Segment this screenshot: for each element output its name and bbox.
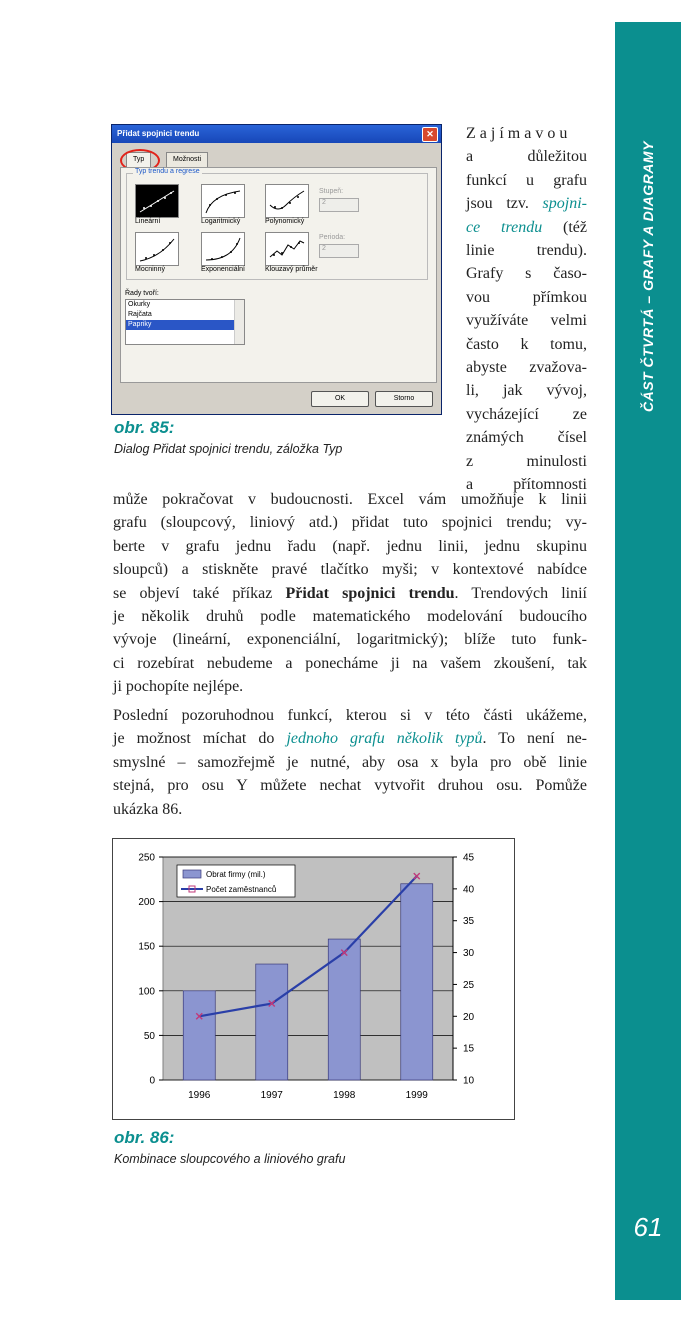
paragraph-1 bbox=[113, 488, 587, 699]
text-line: li, jak vývoj, bbox=[466, 382, 587, 400]
close-icon[interactable]: ✕ bbox=[422, 127, 438, 142]
x-tick-label: 1999 bbox=[405, 1090, 428, 1101]
cancel-button[interactable]: Storno bbox=[375, 391, 433, 407]
narrow-text-column bbox=[466, 122, 587, 497]
series-label: Řady tvoří: bbox=[125, 290, 159, 297]
chapter-sidebar bbox=[615, 22, 681, 1300]
text-line: berte v grafu jednu řadu (např. jednu linii, jednu skupinu bbox=[113, 537, 587, 555]
y-left-tick-label: 0 bbox=[149, 1075, 155, 1087]
bar bbox=[256, 964, 288, 1080]
list-item[interactable]: Rajčata bbox=[128, 311, 152, 318]
x-tick-label: 1998 bbox=[333, 1090, 356, 1101]
log-trend-icon bbox=[202, 185, 244, 217]
text-line: a přítomnosti bbox=[466, 476, 587, 494]
y-right-tick-label: 40 bbox=[463, 884, 475, 896]
polynomial-trend-icon bbox=[266, 185, 308, 217]
period-spinner[interactable] bbox=[319, 244, 359, 258]
text-line: může pokračovat v budoucnosti. Excel vám umožňuje k linii bbox=[113, 491, 587, 508]
type-label-moving-avg: Klouzavý průměr bbox=[265, 266, 318, 273]
text-line: stejná, pro osu Y můžete nechat vytvořit druhou osu. Pomůže bbox=[113, 777, 587, 795]
text-line: využíváte velmi bbox=[466, 312, 587, 330]
linear-trend-icon bbox=[136, 185, 178, 217]
type-label-exp: Exponenciální bbox=[201, 266, 245, 273]
text-line: Zajímavou bbox=[466, 125, 572, 142]
text-line: je možnost míchat do bbox=[113, 730, 287, 748]
combo-chart bbox=[112, 838, 515, 1120]
power-trend-icon bbox=[136, 233, 178, 265]
section-title: ČÁST ČTVRTÁ – GRAFY A DIAGRAMY bbox=[640, 141, 656, 412]
tab-typ[interactable]: Typ bbox=[126, 152, 151, 167]
legend-entry-bar: Obrat firmy (mil.) bbox=[206, 870, 266, 879]
x-tick-label: 1996 bbox=[188, 1090, 211, 1101]
type-label-poly: Polynomický bbox=[265, 218, 305, 225]
bar bbox=[183, 991, 215, 1080]
text-line: jsou tzv. bbox=[466, 195, 529, 213]
text-line: vycházející ze bbox=[466, 405, 587, 423]
text-line: abyste zvažova- bbox=[466, 359, 587, 377]
y-left-tick-label: 200 bbox=[138, 897, 155, 909]
trend-type-poly[interactable] bbox=[265, 184, 309, 218]
text-line: linie trendu). bbox=[466, 242, 587, 260]
text-line: Grafy s časo- bbox=[466, 265, 587, 283]
trend-type-group bbox=[126, 168, 428, 280]
period-label: Perioda: bbox=[319, 234, 346, 241]
text-line: sloupců) a stiskněte pravé tlačítko myši; v kontextové nabídce bbox=[113, 561, 587, 579]
list-item[interactable]: Okurky bbox=[128, 301, 151, 308]
paragraph-2 bbox=[113, 704, 587, 821]
figure-86-title: obr. 86: bbox=[114, 1128, 175, 1147]
command-name: Přidat spojnici trendu bbox=[285, 584, 455, 602]
series-list[interactable] bbox=[125, 299, 245, 345]
text-line: ji pochopíte nejlépe. bbox=[113, 678, 244, 696]
type-label-power: Mocninný bbox=[135, 266, 165, 273]
ok-button[interactable]: OK bbox=[311, 391, 369, 407]
term-jednoho-grafu: jednoho grafu několik typů bbox=[286, 730, 483, 748]
text-line: a důležitou bbox=[466, 148, 587, 166]
degree-value: 2 bbox=[322, 199, 326, 206]
text-line: ci rozebírat nebudeme a ponecháme ji na vašem zkoušení, tak bbox=[113, 654, 587, 672]
trend-type-exp[interactable] bbox=[201, 232, 245, 266]
dialog-title: Přidat spojnici trendu bbox=[117, 129, 200, 138]
y-left-tick-label: 250 bbox=[138, 852, 155, 864]
list-item[interactable]: Papriky bbox=[126, 320, 244, 330]
text-line: smyslné – samozřejmě je nutné, aby osa x byla pro obě linie bbox=[113, 753, 587, 771]
tab-moznosti[interactable]: Možnosti bbox=[166, 152, 208, 168]
type-label-linear: Lineární bbox=[135, 218, 161, 225]
y-right-tick-label: 35 bbox=[463, 916, 475, 928]
text-line: ukázka 86. bbox=[113, 800, 183, 818]
text-line: je několik druhů podle matematického modelování budoucího bbox=[113, 608, 587, 626]
text-line: vývoje (lineární, exponenciální, logaritmický); blíže tuto funk- bbox=[113, 631, 587, 649]
y-right-tick-label: 25 bbox=[463, 979, 475, 991]
figure-85-title: obr. 85: bbox=[114, 418, 175, 437]
text-line: se objeví také příkaz bbox=[113, 584, 286, 602]
text-line: . Trendových linií bbox=[454, 584, 587, 602]
y-right-tick-label: 30 bbox=[463, 948, 475, 960]
y-right-tick-label: 10 bbox=[463, 1075, 475, 1087]
tab-panel bbox=[120, 167, 437, 383]
degree-spinner[interactable] bbox=[319, 198, 359, 212]
y-right-tick-label: 20 bbox=[463, 1011, 475, 1023]
trendline-dialog bbox=[111, 124, 442, 415]
text-line: grafu (sloupcový, liniový atd.) přidat tuto spojnici trendu; vy- bbox=[113, 514, 587, 532]
dialog-titlebar bbox=[112, 125, 441, 143]
moving-average-trend-icon bbox=[266, 233, 308, 265]
scrollbar[interactable] bbox=[234, 300, 244, 344]
type-label-log: Logaritmický bbox=[201, 218, 241, 225]
y-left-tick-label: 150 bbox=[138, 941, 155, 953]
text-line: vou přímkou bbox=[466, 288, 587, 306]
trend-type-moving-avg[interactable] bbox=[265, 232, 309, 266]
exponential-trend-icon bbox=[202, 233, 244, 265]
legend-bar-swatch bbox=[183, 870, 201, 878]
period-value: 2 bbox=[322, 245, 326, 252]
text-line: (též bbox=[563, 218, 587, 236]
figure-85-caption: Dialog Přidat spojnici trendu, záložka Typ bbox=[114, 442, 343, 456]
text-line: funkcí u grafu bbox=[466, 171, 587, 189]
y-right-tick-label: 45 bbox=[463, 852, 475, 864]
bar bbox=[401, 884, 433, 1080]
chart-svg bbox=[113, 839, 516, 1121]
trend-type-power[interactable] bbox=[135, 232, 179, 266]
y-right-tick-label: 15 bbox=[463, 1043, 475, 1055]
page-number: 61 bbox=[633, 1212, 663, 1242]
text-line: známých čísel bbox=[466, 429, 587, 447]
figure-86-caption: Kombinace sloupcového a liniového grafu bbox=[114, 1152, 346, 1166]
group-label: Typ trendu a regrese bbox=[135, 168, 200, 175]
trend-type-linear[interactable] bbox=[135, 184, 179, 218]
trend-type-log[interactable] bbox=[201, 184, 245, 218]
text-line: . To není ne- bbox=[482, 730, 588, 748]
term-spojnice: spojni- bbox=[542, 195, 587, 213]
x-tick-label: 1997 bbox=[260, 1090, 283, 1101]
term-trendu: ce trendu bbox=[466, 218, 543, 236]
y-left-tick-label: 50 bbox=[143, 1030, 155, 1042]
degree-label: Stupeň: bbox=[319, 188, 344, 195]
text-line: Poslední pozoruhodnou funkcí, kterou si v této části ukážeme, bbox=[113, 707, 587, 724]
text-line: často k tomu, bbox=[466, 335, 587, 353]
text-line: z minulosti bbox=[466, 452, 587, 470]
legend-entry-line: Počet zaměstnanců bbox=[206, 885, 277, 894]
y-left-tick-label: 100 bbox=[138, 986, 155, 998]
